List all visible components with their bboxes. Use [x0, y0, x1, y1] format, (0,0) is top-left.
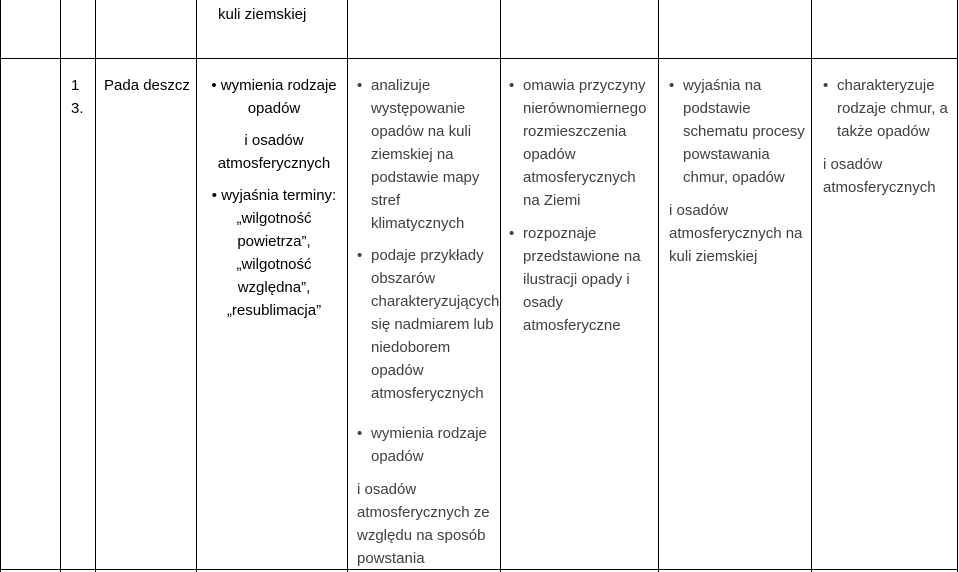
requirements-column-c	[509, 74, 654, 337]
bullet-continuation: i osadów atmosferycznych	[217, 132, 331, 172]
lesson-number-line: 1	[71, 77, 80, 94]
column-divider	[811, 0, 812, 572]
bullet-item: • analizuje występowanie opadów na kuli ziemskiej na podstawie mapy stref klimatycznych	[357, 74, 495, 235]
row-divider	[0, 58, 958, 59]
column-divider	[196, 0, 197, 572]
bullet-item: • omawia przyczyny nierównomiernego rozmieszczenia opadów atmosferycznych na Ziemi	[509, 74, 654, 212]
lesson-number-line: 3.	[71, 100, 84, 117]
bullet-icon: •	[211, 187, 222, 204]
top-row-text: kuli ziemskiej	[218, 6, 307, 23]
lesson-number	[71, 74, 95, 120]
bullet-item: • charakteryzuje rodzaje chmur, a także opadów	[823, 74, 955, 143]
column-divider	[60, 0, 61, 572]
table-border-right	[957, 0, 958, 572]
requirements-column-b	[357, 74, 500, 570]
requirements-column-d	[669, 74, 809, 268]
column-divider	[658, 0, 659, 572]
bullet-item: • wyjaśnia terminy: „wilgotność powietrza”, „wilgotność względna”, „resublimacja”	[211, 187, 337, 319]
bullet-item: • wyjaśnia na podstawie schematu procesy powstawania chmur, opadów	[669, 74, 809, 189]
bullet-continuation: i osadów atmosferycznych	[823, 156, 936, 196]
bullet-icon: •	[211, 77, 221, 94]
bullet-item: • rozpoznaje przedstawione na ilustracji opady i osady atmosferyczne	[509, 222, 654, 337]
requirements-column-e	[823, 74, 955, 199]
bullet-item: • podaje przykłady obszarów charakteryzujących się nadmiarem lub niedoborem opadów atmosferycznych	[357, 244, 495, 405]
bullet-item: • wymienia rodzaje opadów	[357, 422, 495, 468]
lesson-topic: Pada deszcz	[104, 77, 190, 94]
bullet-item: • wymienia rodzaje opadów	[211, 77, 337, 117]
table-border-left	[0, 0, 1, 572]
bullet-continuation: i osadów atmosferycznych ze względu na sposób powstania	[357, 481, 490, 567]
column-divider	[347, 0, 348, 572]
column-divider	[500, 0, 501, 572]
column-divider	[95, 0, 96, 572]
bullet-continuation: i osadów atmosferycznych na kuli ziemskiej	[669, 202, 803, 265]
requirements-column-a	[201, 74, 347, 322]
